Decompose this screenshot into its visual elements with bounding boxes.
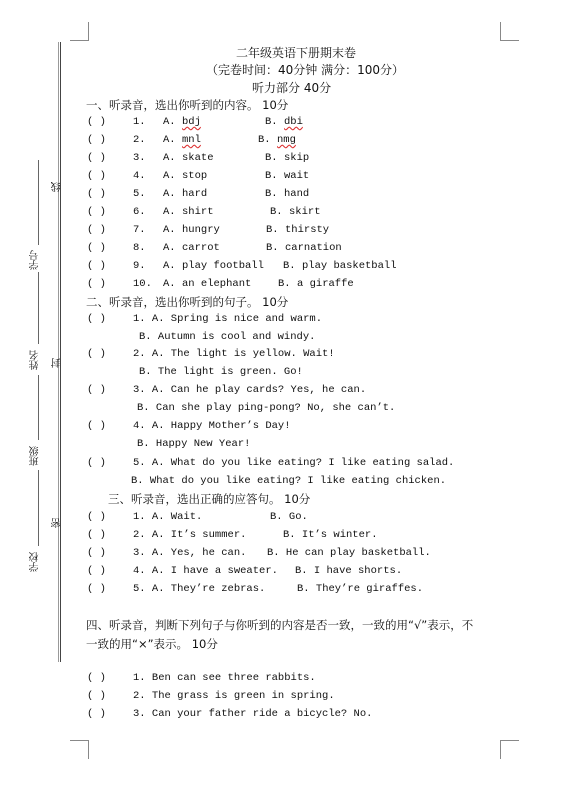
student-name-field[interactable] xyxy=(38,272,39,344)
binding-char-feng: 封 xyxy=(52,358,63,368)
crop-mark-bottom-left xyxy=(70,740,89,759)
binding-char-xian: 线 xyxy=(52,182,63,192)
class-field[interactable] xyxy=(38,375,39,440)
item-number: 4. xyxy=(133,170,146,182)
option-a: 3. A. Yes, he can. xyxy=(133,547,247,559)
section3-heading: 三、听录音，选出正确的应答句。 10分 xyxy=(108,492,311,506)
answer-bracket[interactable]: ( ) xyxy=(87,690,106,702)
answer-bracket[interactable]: ( ) xyxy=(87,116,106,128)
option-b: B. It’s winter. xyxy=(283,529,378,541)
option-b: B. The light is green. Go! xyxy=(139,366,303,378)
option-b-label: B. xyxy=(265,152,278,164)
exam-info: （完卷时间：40分钟 满分：100分） xyxy=(206,63,404,77)
listening-section-title: 听力部分 40分 xyxy=(252,81,332,95)
option-b-label: B. xyxy=(283,260,296,272)
option-b-label: B. xyxy=(265,170,278,182)
crop-mark-top-left xyxy=(70,22,89,41)
option-a-label: A. xyxy=(163,206,176,218)
option-b-text: play basketball xyxy=(302,260,397,272)
option-b-label: B. xyxy=(258,134,271,146)
answer-bracket[interactable]: ( ) xyxy=(87,384,106,396)
option-b-text: thirsty xyxy=(285,224,330,236)
answer-bracket[interactable]: ( ) xyxy=(87,260,106,272)
section4-heading-line2: 一致的用“×”表示。 10分 xyxy=(86,637,218,651)
answer-bracket[interactable]: ( ) xyxy=(87,170,106,182)
section4-heading-line1: 四、听录音，判断下列句子与你听到的内容是否一致，一致的用“√”表示，不 xyxy=(86,618,474,632)
answer-bracket[interactable]: ( ) xyxy=(87,188,106,200)
crop-mark-bottom-right xyxy=(500,740,519,759)
item-number: 10. xyxy=(133,278,152,290)
option-b: B. What do you like eating? I like eating chicken. xyxy=(131,475,447,487)
statement: 2. The grass is green in spring. xyxy=(133,690,335,702)
item-number: 8. xyxy=(133,242,146,254)
option-b: B. Can she play ping-pong? No, she can’t. xyxy=(137,402,396,414)
option-a-label: A. xyxy=(163,278,176,290)
binding-line-inner xyxy=(58,42,59,662)
answer-bracket[interactable]: ( ) xyxy=(87,420,106,432)
option-a-label: A. xyxy=(163,134,176,146)
option-a-text: skate xyxy=(182,152,214,164)
option-a-label: A. xyxy=(163,242,176,254)
option-a-label: A. xyxy=(163,116,176,128)
option-a-text: bdj xyxy=(182,116,201,128)
answer-bracket[interactable]: ( ) xyxy=(87,134,106,146)
student-number-field[interactable] xyxy=(38,160,39,245)
statement: 1. Ben can see three rabbits. xyxy=(133,672,316,684)
answer-bracket[interactable]: ( ) xyxy=(87,206,106,218)
item-number: 6. xyxy=(133,206,146,218)
option-b-text: hand xyxy=(284,188,310,200)
option-a-text: stop xyxy=(182,170,208,182)
option-b: B. Go. xyxy=(270,511,308,523)
section1-heading: 一、听录音，选出你听到的内容。 10分 xyxy=(86,98,289,112)
option-b-text: wait xyxy=(284,170,310,182)
option-a: 4. A. Happy Mother’s Day! xyxy=(133,420,291,432)
option-a-label: A. xyxy=(163,260,176,272)
option-b-text: nmg xyxy=(277,134,296,146)
option-b: B. Autumn is cool and windy. xyxy=(139,331,316,343)
binding-line xyxy=(60,42,61,662)
option-b-label: B. xyxy=(270,206,283,218)
option-b: B. He can play basketball. xyxy=(267,547,431,559)
section2-heading: 二、听录音，选出你听到的句子。 10分 xyxy=(86,295,289,309)
binding-char-mi: 密 xyxy=(52,518,63,528)
option-a: 1. A. Wait. xyxy=(133,511,203,523)
option-b: B. I have shorts. xyxy=(295,565,403,577)
option-a: 5. A. They’re zebras. xyxy=(133,583,266,595)
option-a: 1. A. Spring is nice and warm. xyxy=(133,313,323,325)
student-name-label: 姓名 xyxy=(30,350,41,370)
item-number: 5. xyxy=(133,188,146,200)
option-b-text: carnation xyxy=(285,242,342,254)
option-b-label: B. xyxy=(278,278,291,290)
item-number: 7. xyxy=(133,224,146,236)
crop-mark-top-right xyxy=(500,22,519,41)
answer-bracket[interactable]: ( ) xyxy=(87,708,106,720)
option-a: 2. A. It’s summer. xyxy=(133,529,247,541)
answer-bracket[interactable]: ( ) xyxy=(87,348,106,360)
option-b-text: skirt xyxy=(289,206,321,218)
answer-bracket[interactable]: ( ) xyxy=(87,583,106,595)
option-a-text: carrot xyxy=(182,242,220,254)
answer-bracket[interactable]: ( ) xyxy=(87,547,106,559)
option-a-label: A. xyxy=(163,224,176,236)
option-a-label: A. xyxy=(163,170,176,182)
option-a-text: hard xyxy=(182,188,208,200)
answer-bracket[interactable]: ( ) xyxy=(87,313,106,325)
answer-bracket[interactable]: ( ) xyxy=(87,511,106,523)
class-label: 班级 xyxy=(30,446,41,466)
option-a-text: mnl xyxy=(182,134,201,146)
answer-bracket[interactable]: ( ) xyxy=(87,224,106,236)
option-b-label: B. xyxy=(265,188,278,200)
school-label: 学校 xyxy=(30,552,41,572)
option-b-label: B. xyxy=(265,116,278,128)
option-b-label: B. xyxy=(266,242,279,254)
answer-bracket[interactable]: ( ) xyxy=(87,565,106,577)
answer-bracket[interactable]: ( ) xyxy=(87,278,106,290)
item-number: 9. xyxy=(133,260,146,272)
option-a-text: hungry xyxy=(182,224,220,236)
option-a-text: shirt xyxy=(182,206,214,218)
option-b: B. Happy New Year! xyxy=(137,438,251,450)
answer-bracket[interactable]: ( ) xyxy=(87,457,106,469)
page-title: 二年级英语下册期末卷 xyxy=(236,46,357,60)
student-number-label: 学号 xyxy=(30,250,41,270)
answer-bracket[interactable]: ( ) xyxy=(87,242,106,254)
statement: 3. Can your father ride a bicycle? No. xyxy=(133,708,373,720)
item-number: 1. xyxy=(133,116,146,128)
option-a-label: A. xyxy=(163,188,176,200)
answer-bracket[interactable]: ( ) xyxy=(87,152,106,164)
option-a-text: play football xyxy=(182,260,264,272)
option-a-label: A. xyxy=(163,152,176,164)
answer-bracket[interactable]: ( ) xyxy=(87,529,106,541)
option-b-text: skip xyxy=(284,152,310,164)
item-number: 3. xyxy=(133,152,146,164)
option-a: 4. A. I have a sweater. xyxy=(133,565,278,577)
option-b-text: a giraffe xyxy=(297,278,354,290)
option-b: B. They’re giraffes. xyxy=(297,583,424,595)
answer-bracket[interactable]: ( ) xyxy=(87,672,106,684)
option-b-label: B. xyxy=(266,224,279,236)
school-field[interactable] xyxy=(38,470,39,546)
option-a-text: an elephant xyxy=(182,278,252,290)
option-a: 2. A. The light is yellow. Wait! xyxy=(133,348,335,360)
option-b-text: dbi xyxy=(284,116,303,128)
option-a: 3. A. Can he play cards? Yes, he can. xyxy=(133,384,367,396)
option-a: 5. A. What do you like eating? I like eating salad. xyxy=(133,457,455,469)
item-number: 2. xyxy=(133,134,146,146)
